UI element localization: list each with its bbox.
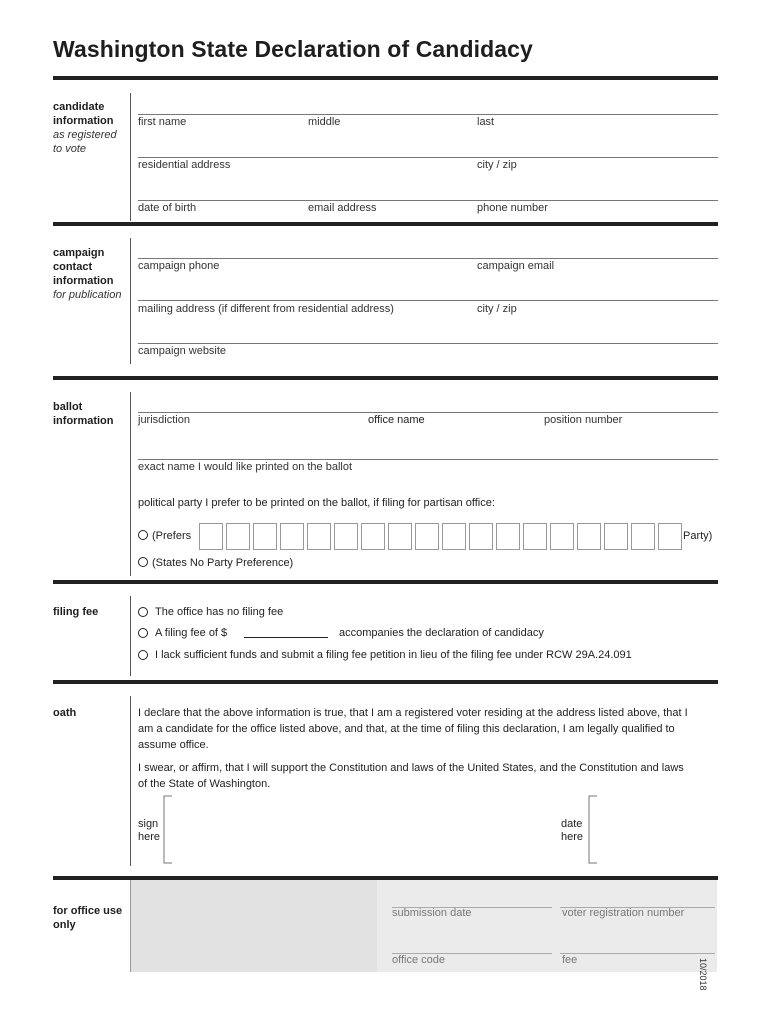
mailing-address-label: mailing address (if different from residential address) (138, 303, 394, 315)
candidate-subheading: as registered to vote (53, 129, 117, 155)
filing-fee-prefix: A filing fee of $ (155, 627, 228, 639)
party-letter-box[interactable] (523, 523, 547, 550)
filing-fee-amount-radio[interactable] (138, 628, 148, 638)
phone-number-label: phone number (477, 202, 548, 214)
field-line (138, 343, 718, 344)
campaign-email-label: campaign email (477, 260, 555, 272)
date-here-label: date here (561, 818, 584, 843)
campaign-subheading: for publication (53, 289, 122, 301)
date-bracket (585, 795, 601, 865)
section-rule (130, 93, 131, 221)
prefers-label: (Prefers (152, 530, 192, 542)
candidate-heading: candidate information (53, 101, 114, 127)
party-letter-box[interactable] (361, 523, 385, 550)
no-party-preference-radio[interactable] (138, 557, 148, 567)
ballot-section-heading (53, 400, 127, 428)
sign-here-label: sign here (138, 818, 161, 843)
party-letter-box[interactable] (307, 523, 331, 550)
party-letter-box[interactable] (658, 523, 682, 550)
divider (53, 76, 718, 80)
party-letter-box[interactable] (442, 523, 466, 550)
party-letter-box[interactable] (631, 523, 655, 550)
middle-name-label: middle (308, 116, 341, 128)
no-party-preference-label: (States No Party Preference) (152, 557, 294, 569)
office-use-section-heading (53, 904, 127, 932)
party-letter-box[interactable] (334, 523, 358, 550)
field-line (138, 114, 718, 115)
party-letter-box[interactable] (469, 523, 493, 550)
oath-heading: oath (53, 707, 77, 719)
email-address-label: email address (308, 202, 377, 214)
campaign-section-heading (53, 246, 127, 302)
fee-petition-label: I lack sufficient funds and submit a filing fee petition in lieu of the filing fee under RCW 29A.24.091 (155, 649, 632, 661)
field-line (138, 157, 718, 158)
field-line (560, 953, 715, 954)
section-rule (130, 880, 131, 972)
field-line (138, 412, 718, 413)
party-letter-box[interactable] (280, 523, 304, 550)
party-letter-box[interactable] (388, 523, 412, 550)
divider (53, 376, 718, 380)
office-name-label: office name (368, 414, 425, 426)
office-use-heading: for office use only (53, 905, 123, 931)
residential-address-label: residential address (138, 159, 231, 171)
filing-fee-heading: filing fee (53, 606, 99, 618)
signature-field[interactable] (178, 800, 548, 860)
fee-label: fee (562, 954, 578, 966)
exact-name-label: exact name I would like printed on the ballot (138, 461, 353, 473)
position-number-label: position number (544, 414, 623, 426)
field-line (138, 258, 718, 259)
divider (53, 222, 718, 226)
jurisdiction-label: jurisdiction (138, 414, 190, 426)
date-of-birth-label: date of birth (138, 202, 197, 214)
no-filing-fee-label: The office has no filing fee (155, 606, 284, 618)
office-use-shaded-area (131, 880, 377, 972)
party-letter-box[interactable] (496, 523, 520, 550)
party-letter-box[interactable] (550, 523, 574, 550)
campaign-heading: campaign contact information (53, 247, 114, 287)
voter-registration-number-label: voter registration number (562, 907, 685, 919)
party-letter-box[interactable] (604, 523, 628, 550)
section-rule (130, 596, 131, 676)
divider (53, 580, 718, 584)
filing-fee-suffix: accompanies the declaration of candidacy (339, 627, 544, 639)
filing-fee-amount-field[interactable] (244, 637, 328, 638)
party-letter-box[interactable] (577, 523, 601, 550)
party-letter-box[interactable] (226, 523, 250, 550)
party-letter-box[interactable] (199, 523, 223, 550)
form-version: 10/2018 (698, 958, 708, 991)
prefers-party-radio[interactable] (138, 530, 148, 540)
oath-section-heading (53, 706, 127, 720)
last-name-label: last (477, 116, 495, 128)
submission-date-label: submission date (392, 907, 472, 919)
field-line (138, 200, 718, 201)
section-rule (130, 696, 131, 866)
mailing-city-zip-label: city / zip (477, 303, 517, 315)
candidate-section-heading (53, 100, 127, 156)
divider (53, 680, 718, 684)
ballot-heading: ballot information (53, 401, 114, 427)
section-rule (130, 392, 131, 576)
filing-fee-section-heading (53, 605, 127, 619)
campaign-phone-label: campaign phone (138, 260, 220, 272)
field-line (138, 300, 718, 301)
no-filing-fee-radio[interactable] (138, 607, 148, 617)
party-label: Party) (683, 530, 713, 542)
first-name-label: first name (138, 116, 187, 128)
fee-petition-radio[interactable] (138, 650, 148, 660)
party-letter-box[interactable] (415, 523, 439, 550)
city-zip-label: city / zip (477, 159, 517, 171)
field-line (138, 459, 718, 460)
campaign-website-label: campaign website (138, 345, 227, 357)
signature-bracket (160, 795, 176, 865)
page-title: Washington State Declaration of Candidacy (53, 36, 533, 62)
party-letter-box[interactable] (253, 523, 277, 550)
party-prompt: political party I prefer to be printed on the ballot, if filing for partisan office: (138, 497, 495, 509)
oath-affirmation: I swear, or affirm, that I will support the Constitution and laws of the United States, and the Constitution and laws of the State of Washington. (138, 762, 684, 790)
oath-declaration: I declare that the above information is true, that I am a registered voter residing at the address listed above, that I am a candidate for the office listed above, and that, at the time of filing this declaration, I am legally qualified to assume office. (138, 707, 688, 751)
office-code-label: office code (392, 954, 446, 966)
date-field[interactable] (603, 800, 713, 860)
section-rule (130, 238, 131, 364)
